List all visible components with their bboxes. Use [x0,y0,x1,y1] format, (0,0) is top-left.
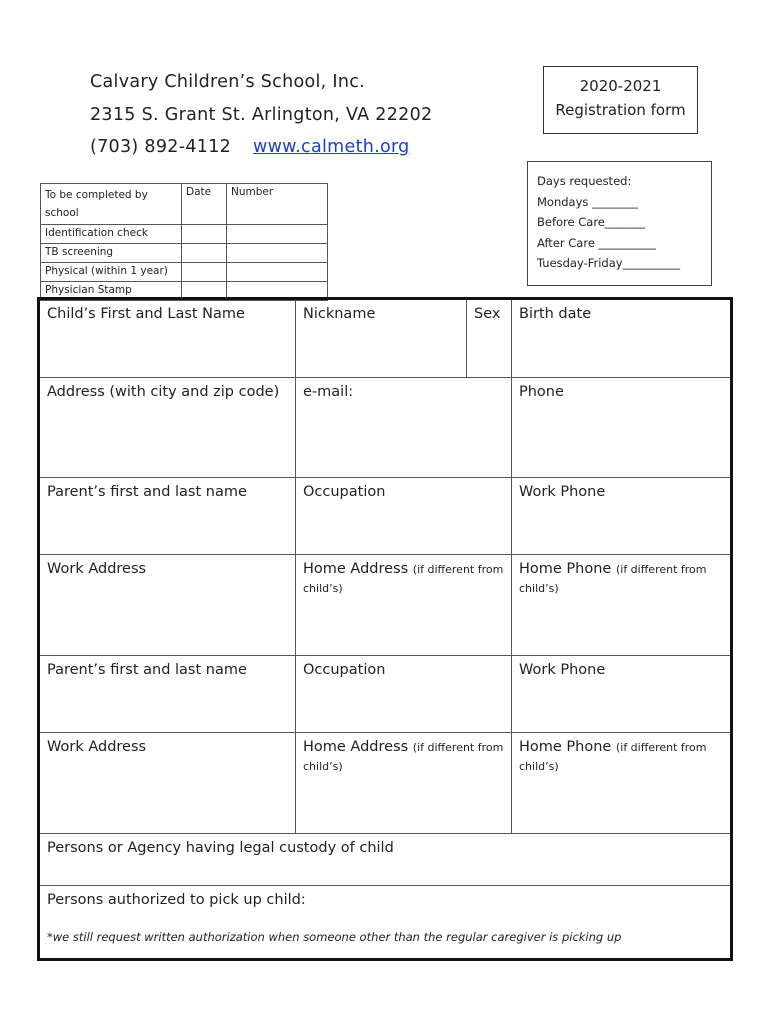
table-row [41,263,328,282]
date-cell[interactable] [182,225,227,244]
legal-custody-field[interactable]: Persons or Agency having legal custody of child [40,834,730,886]
table-row [41,225,328,244]
days-mondays[interactable]: Mondays ________ [537,194,639,209]
pickup-note: *we still request written authorization when someone other than the regular caregiver is picking up [47,930,622,944]
email-field[interactable]: e-mail: [296,378,512,478]
school-address: 2315 S. Grant St. Arlington, VA 22202 [90,105,433,125]
table-header: To be completed by school [41,184,182,225]
school-use-table [40,183,328,301]
table-row [41,244,328,263]
table-header: Date [182,184,227,225]
parent2-name-field[interactable]: Parent’s first and last name [40,656,296,733]
school-phone: (703) 892-4112 [90,137,232,157]
row-label: Physician Stamp [41,282,182,301]
parent1-work-phone-field[interactable]: Work Phone [512,478,730,555]
address-field[interactable]: Address (with city and zip code) [40,378,296,478]
parent1-home-address-field[interactable]: Home Address (if different from child’s) [296,555,512,656]
sex-field[interactable]: Sex [467,300,512,378]
table-header: Number [227,184,328,225]
days-tue-fri[interactable]: Tuesday-Friday__________ [537,256,681,271]
row-label: Physical (within 1 year) [41,263,182,282]
website-link[interactable]: www.calmeth.org [252,137,410,157]
school-name: Calvary Children’s School, Inc. [90,72,366,92]
year-box [543,66,698,134]
nickname-field[interactable]: Nickname [296,300,467,378]
number-cell[interactable] [227,244,328,263]
date-cell[interactable] [182,244,227,263]
parent1-occupation-field[interactable]: Occupation [296,478,512,555]
number-cell[interactable] [227,263,328,282]
date-cell[interactable] [182,263,227,282]
row-label: Identification check [41,225,182,244]
birth-date-field[interactable]: Birth date [512,300,730,378]
days-before-care[interactable]: Before Care_______ [537,215,646,230]
parent2-home-address-field[interactable]: Home Address (if different from child’s) [296,733,512,834]
authorized-pickup-field[interactable]: Persons authorized to pick up child: *we still request written authorization when someone other than the regular caregiver is picking up [40,886,730,958]
parent2-work-address-field[interactable]: Work Address [40,733,296,834]
days-requested-box [527,161,712,286]
form-title: Registration form [555,101,686,119]
contact-line [90,137,410,157]
parent2-work-phone-field[interactable]: Work Phone [512,656,730,733]
days-after-care[interactable]: After Care __________ [537,235,657,250]
table-header-row [41,184,328,225]
number-cell[interactable] [227,225,328,244]
parent2-home-phone-field[interactable]: Home Phone (if different from child’s) [512,733,730,834]
days-heading: Days requested: [537,174,632,188]
parent1-home-phone-field[interactable]: Home Phone (if different from child’s) [512,555,730,656]
child-name-field[interactable]: Child’s First and Last Name [40,300,296,378]
parent1-name-field[interactable]: Parent’s first and last name [40,478,296,555]
phone-field[interactable]: Phone [512,378,730,478]
row-label: TB screening [41,244,182,263]
school-year: 2020-2021 [579,77,662,95]
registration-form [37,297,733,961]
parent1-work-address-field[interactable]: Work Address [40,555,296,656]
parent2-occupation-field[interactable]: Occupation [296,656,512,733]
